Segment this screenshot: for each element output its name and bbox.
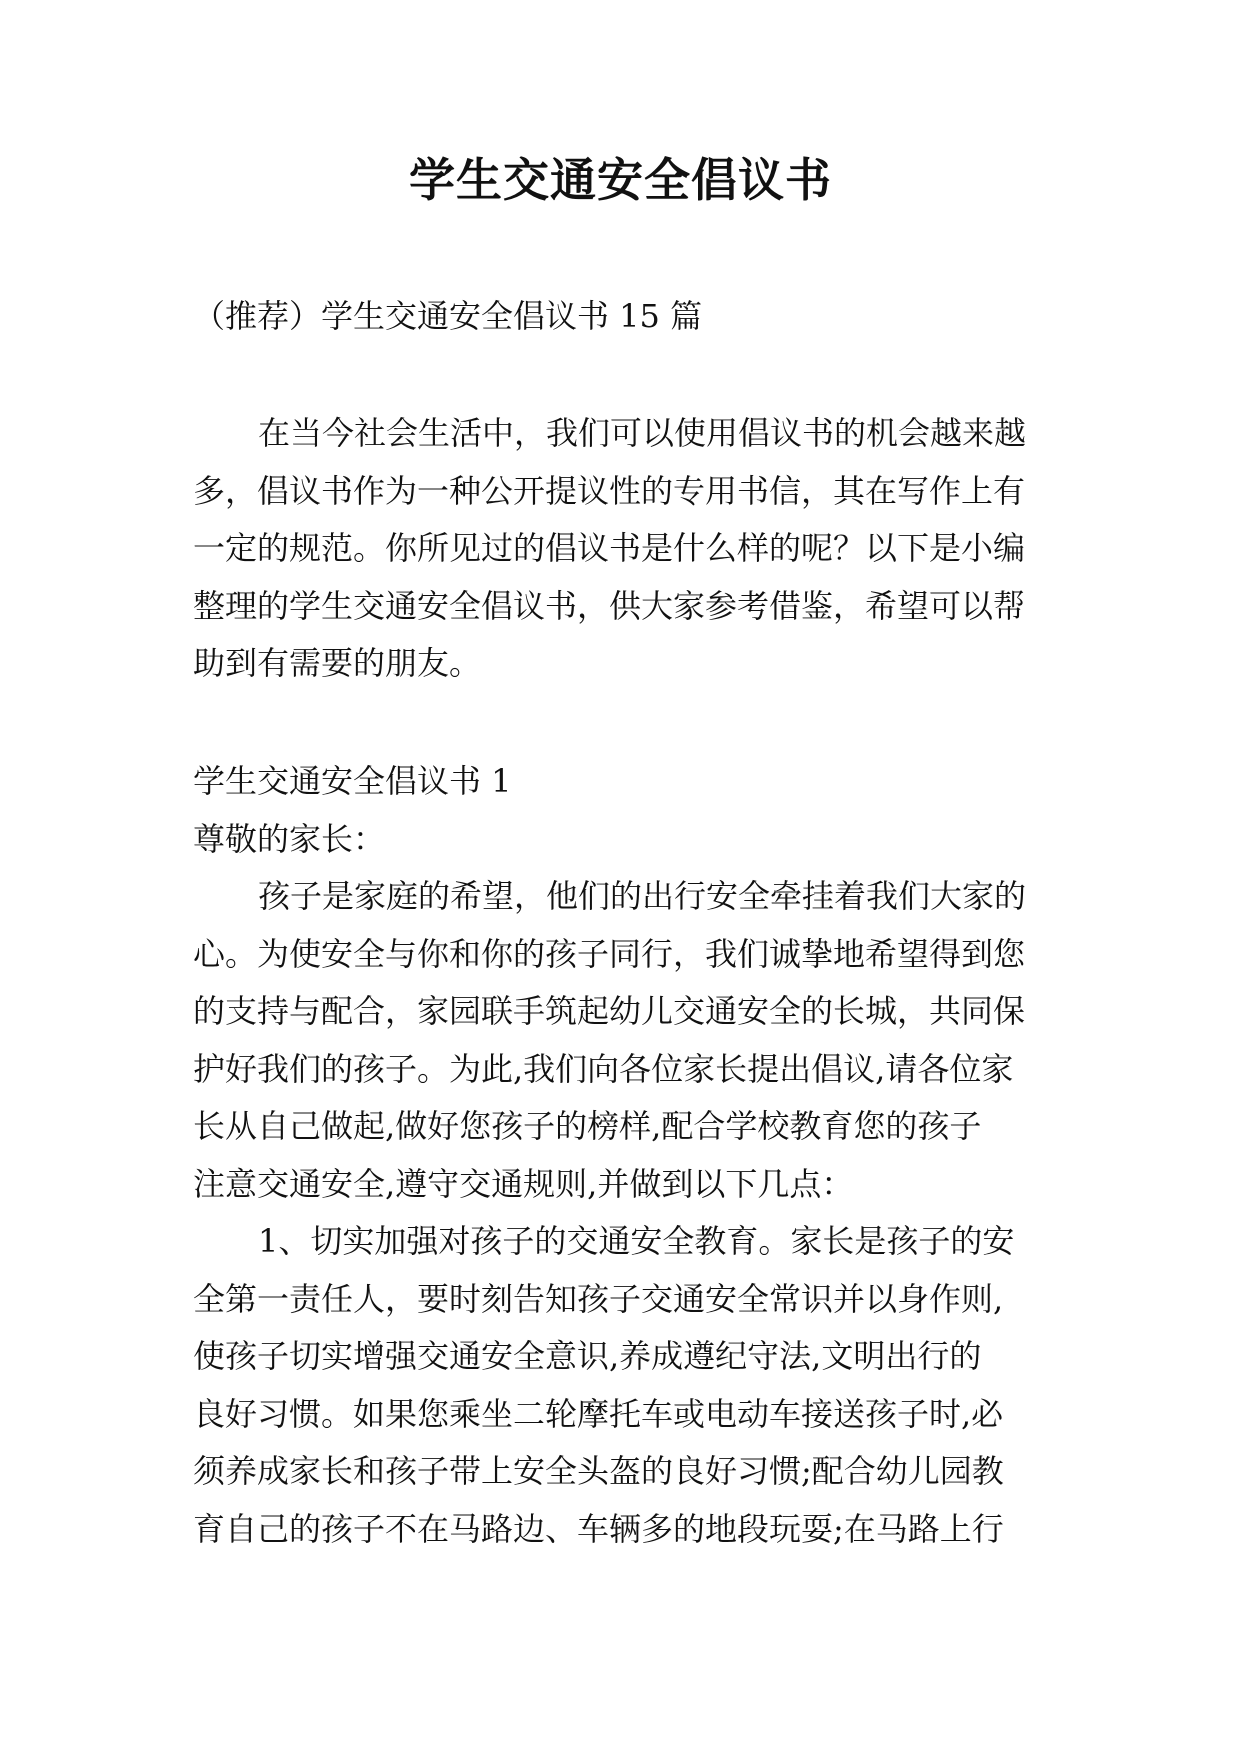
- body-line: 孩子是家庭的希望，他们的出行安全牵挂着我们大家的: [258, 877, 1027, 915]
- intro-paragraph: [193, 405, 1053, 693]
- document-title: 学生交通安全倡议书: [409, 153, 832, 207]
- intro-line: 助到有需要的朋友。: [193, 644, 482, 682]
- body-line: 护好我们的孩子。为此,我们向各位家长提出倡议,请各位家: [193, 1049, 1014, 1088]
- body-line: 长从自己做起,做好您孩子的榜样,配合学校教育您的孩子: [193, 1107, 982, 1145]
- body-line: 1、切实加强对孩子的交通安全教育。家长是孩子的安: [258, 1222, 1015, 1260]
- document-subtitle: （推荐）学生交通安全倡议书 15 篇: [193, 297, 703, 335]
- body-line: 心。为使安全与你和你的孩子同行，我们诚挚地希望得到您: [193, 934, 1026, 973]
- intro-line: 在当今社会生活中，我们可以使用倡议书的机会越来越: [258, 414, 1027, 452]
- intro-line: 一定的规范。你所见过的倡议书是什么样的呢？以下是小编: [193, 529, 1026, 567]
- salutation: 尊敬的家长：: [193, 819, 386, 858]
- body-line: 须养成家长和孩子带上安全头盔的良好习惯;配合幼儿园教: [193, 1452, 1004, 1490]
- intro-line: 整理的学生交通安全倡议书，供大家参考借鉴，希望可以帮: [193, 586, 1026, 625]
- body-line: 全第一责任人，要时刻告知孩子交通安全常识并以身作则,: [193, 1279, 1004, 1318]
- body-line: 的支持与配合，家园联手筑起幼儿交通安全的长城，共同保: [193, 992, 1026, 1030]
- body-line: 良好习惯。如果您乘坐二轮摩托车或电动车接送孩子时,必: [193, 1394, 1004, 1433]
- body-line: 注意交通安全,遵守交通规则,并做到以下几点：: [193, 1164, 854, 1203]
- body-line: 使孩子切实增强交通安全意识,养成遵纪守法,文明出行的: [193, 1337, 982, 1375]
- intro-line: 多，倡议书作为一种公开提议性的专用书信，其在写作上有: [193, 471, 1026, 510]
- body-line: 育自己的孩子不在马路边、车辆多的地段玩耍;在马路上行: [193, 1509, 1004, 1548]
- section-heading: 学生交通安全倡议书 1: [193, 762, 512, 800]
- section-1: [193, 753, 1053, 1558]
